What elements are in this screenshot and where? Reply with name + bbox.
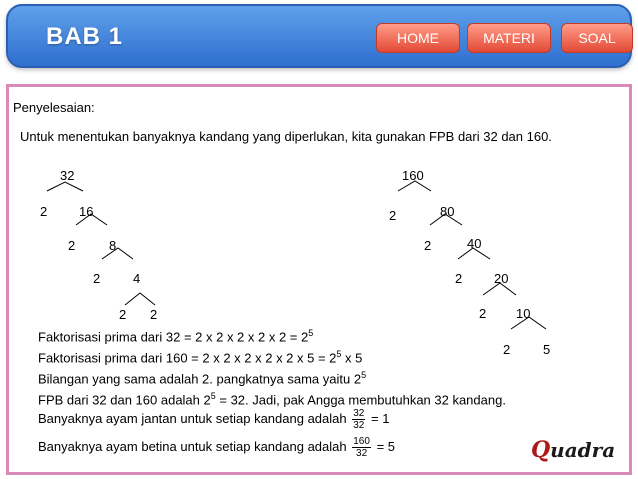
tree160-quotient: 20 [494, 271, 509, 286]
tree32-factor: 2 [68, 238, 76, 253]
chapter-title: BAB 1 [46, 23, 124, 50]
tree160-factor: 2 [479, 306, 487, 321]
rooster-per-cage-line: Banyaknya ayam jantan untuk setiap kandang adalah $\frac{32}{32}$ = 1 [38, 408, 390, 431]
tree32-quotient: 8 [109, 238, 117, 253]
fraction: $\frac{160}{32}$ [353, 436, 370, 459]
common-factor-line: Bilangan yang sama adalah 2. pangkatnya sama yaitu $2^5$ [38, 370, 367, 387]
tree160-root: 160 [402, 168, 424, 183]
tree160-quotient: 10 [516, 306, 531, 321]
home-button[interactable]: HOME [376, 23, 460, 53]
tree32-factor: 2 [40, 204, 48, 219]
tree32-quotient: 4 [133, 271, 141, 286]
section-heading: Penyelesaian: [13, 100, 95, 115]
header-bar [6, 4, 632, 68]
fpb-result-line: FPB dari 32 dan 160 adalah $2^5 = 32$. Jadi, pak Angga membutuhkan 32 kandang. [38, 391, 506, 408]
tree160-quotient: 80 [440, 204, 455, 219]
tree32-factor: 2 [119, 307, 127, 322]
materi-button[interactable]: MATERI [467, 23, 551, 53]
tree32-factor: 2 [150, 307, 158, 322]
intro-text: Untuk menentukan banyaknya kandang yang diperlukan, kita gunakan FPB dari 32 dan 160. [20, 129, 552, 144]
tree32-root: 32 [60, 168, 75, 183]
tree160-factor: 2 [424, 238, 432, 253]
tree160-factor: 2 [503, 342, 511, 357]
soal-button[interactable]: SOAL [561, 23, 633, 53]
tree160-factor: 2 [455, 271, 463, 286]
quadra-logo: Quadra [531, 437, 616, 463]
hen-per-cage-line: Banyaknya ayam betina untuk setiap kandang adalah $\frac{160}{32}$ = 5 [38, 436, 395, 459]
tree160-quotient: 40 [467, 236, 482, 251]
factorization-160-line: Faktorisasi prima dari 160 = 2 x 2 x 2 x 2 x 2 x $5 = 2^5$ x 5 [38, 349, 363, 366]
content-panel [6, 84, 632, 475]
tree32-factor: 2 [93, 271, 101, 286]
fraction: $\frac{32}{32}$ [353, 408, 365, 431]
factorization-32-line: Faktorisasi prima dari 32 = 2 x 2 x 2 x 2 x $2 = 2^5$ [38, 328, 314, 345]
tree32-quotient: 16 [79, 204, 94, 219]
tree160-factor: 2 [389, 208, 397, 223]
tree160-factor: 5 [543, 342, 551, 357]
